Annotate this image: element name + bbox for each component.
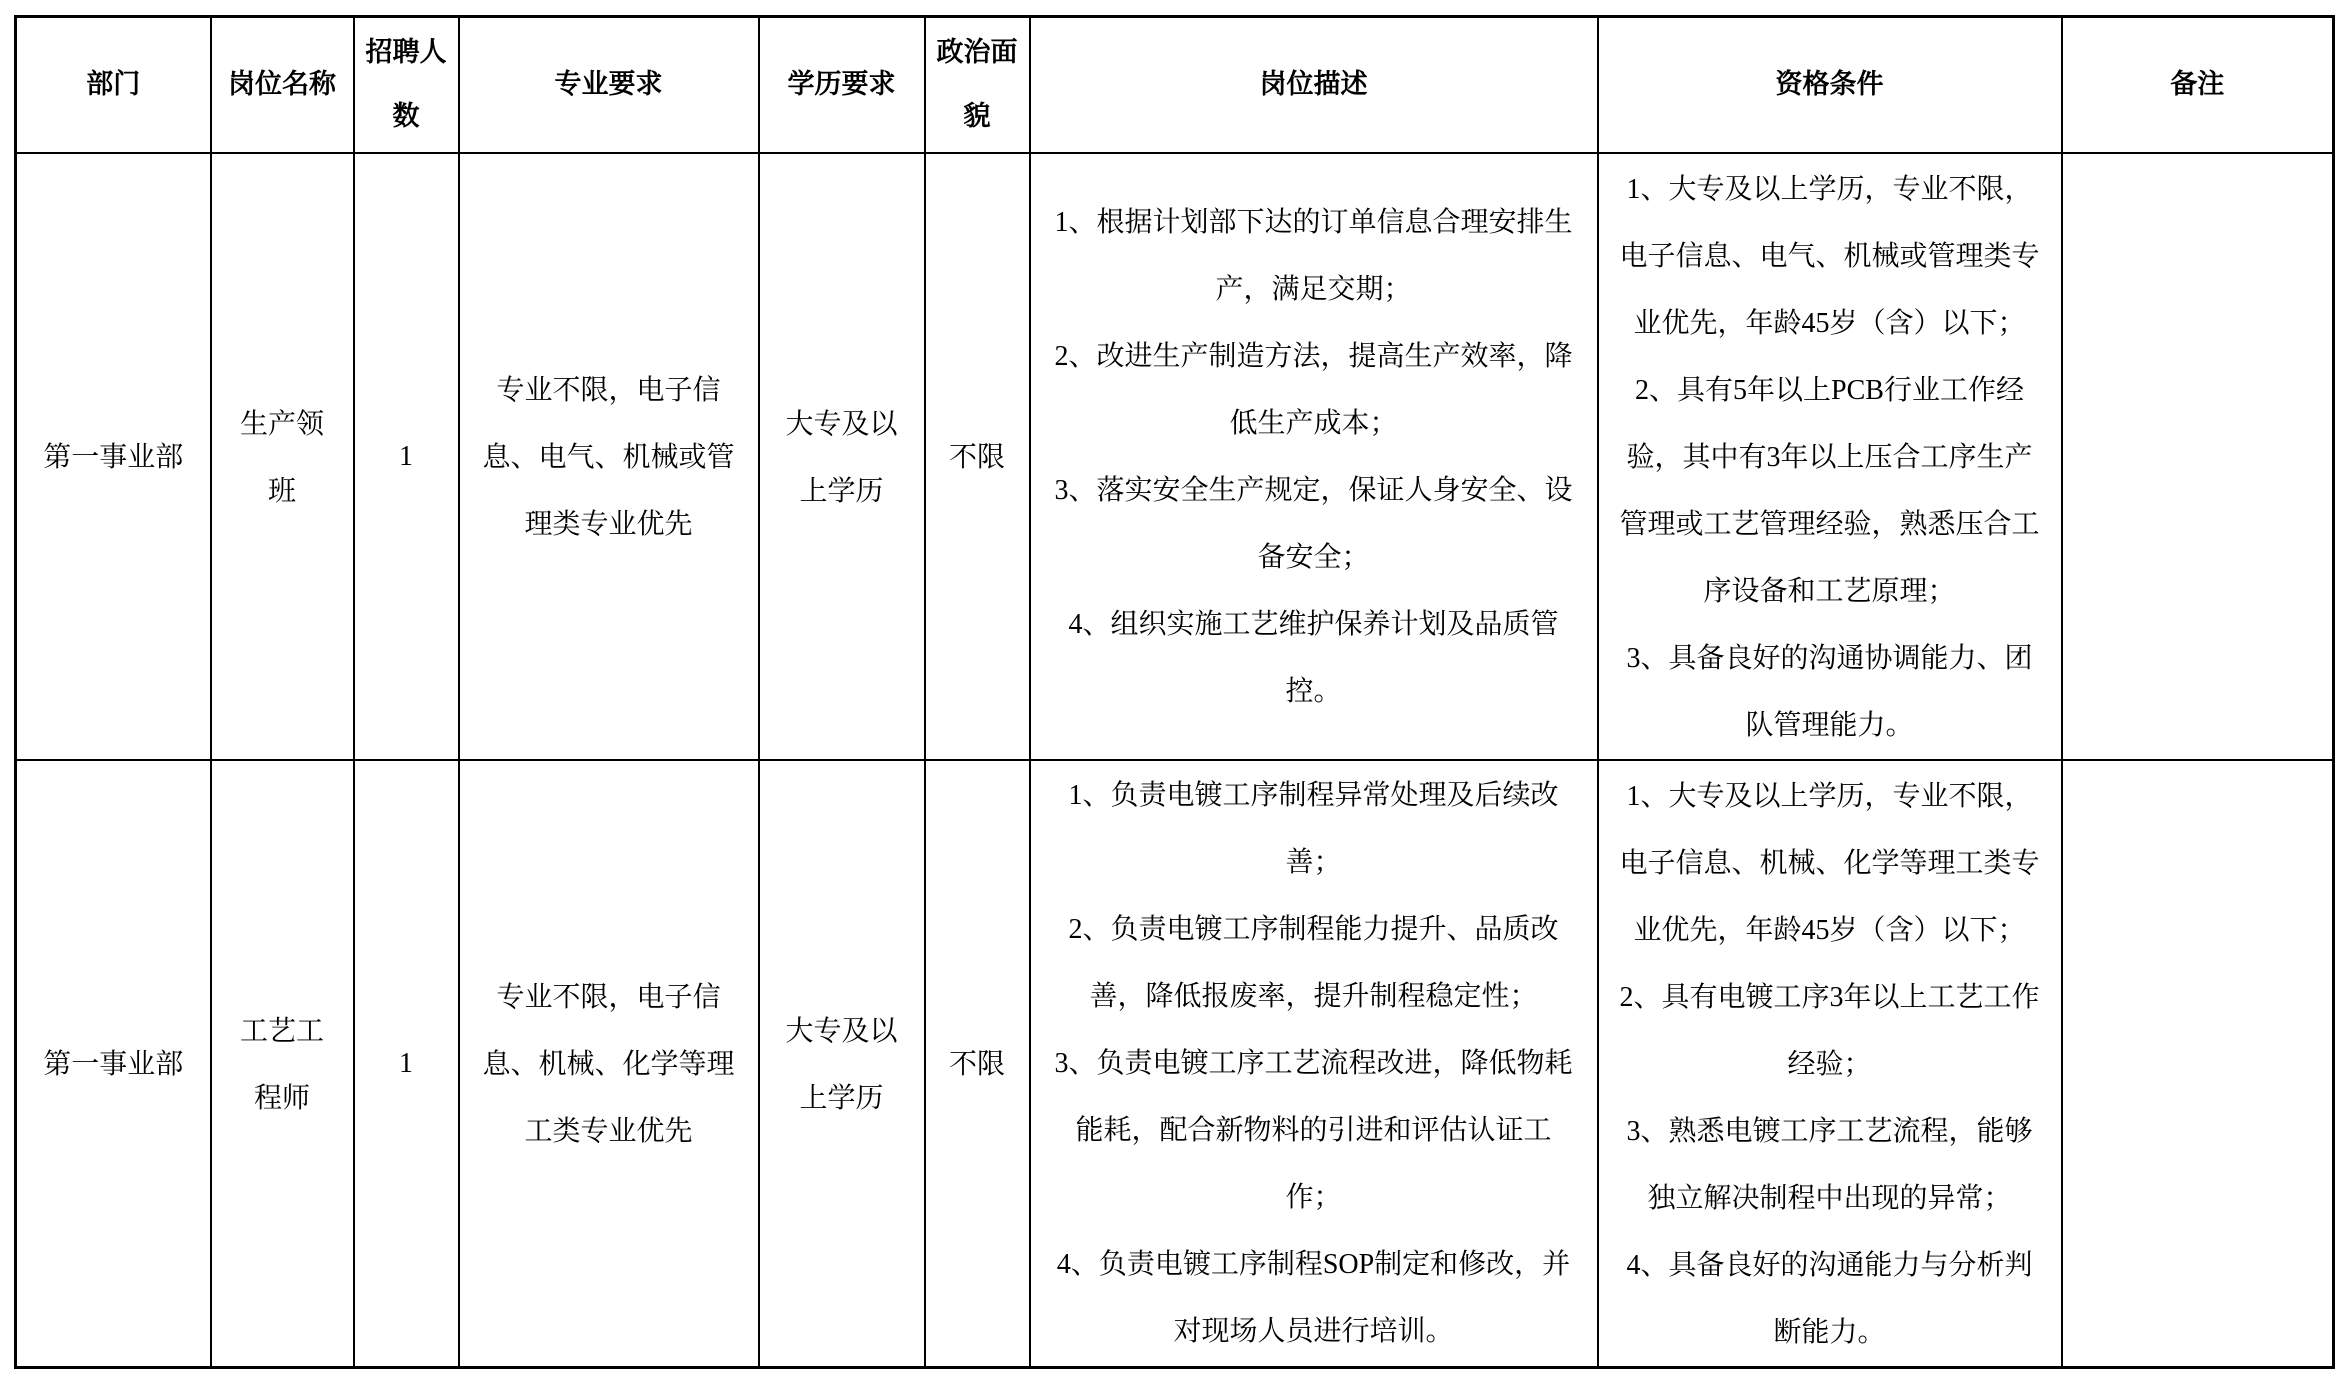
cell-description xyxy=(1030,153,1598,760)
description-item: 3、落实安全生产规定，保证人身安全、设备安全； xyxy=(1054,474,1573,573)
description-item: 1、根据计划部下达的订单信息合理安排生产，满足交期； xyxy=(1054,206,1573,305)
header-position: 岗位名称 xyxy=(211,17,354,154)
header-remarks: 备注 xyxy=(2062,17,2334,154)
cell-qualifications xyxy=(1598,760,2062,1368)
header-description: 岗位描述 xyxy=(1030,17,1598,154)
cell-description xyxy=(1030,760,1598,1368)
description-item: 3、负责电镀工序工艺流程改进，降低物耗能耗，配合新物料的引进和评估认证工作； xyxy=(1054,1048,1573,1213)
cell-political: 不限 xyxy=(925,760,1030,1368)
cell-headcount: 1 xyxy=(354,760,459,1368)
cell-position: 生产领班 xyxy=(211,153,354,760)
cell-remarks xyxy=(2062,760,2334,1368)
cell-political: 不限 xyxy=(925,153,1030,760)
description-item: 4、负责电镀工序制程SOP制定和修改，并对现场人员进行培训。 xyxy=(1056,1249,1571,1347)
header-row xyxy=(16,17,2334,154)
qualification-item: 4、具备良好的沟通能力与分析判断能力。 xyxy=(1626,1250,2033,1348)
qualification-item: 2、具有5年以上PCB行业工作经验，其中有3年以上压合工序生产管理或工艺管理经验，熟悉压合工序设备和工艺原理； xyxy=(1619,375,2040,607)
description-item: 2、负责电镀工序制程能力提升、品质改善，降低报废率，提升制程稳定性； xyxy=(1068,914,1559,1012)
header-major: 专业要求 xyxy=(459,17,759,154)
cell-remarks xyxy=(2062,153,2334,760)
table-row xyxy=(16,760,2334,1368)
cell-headcount: 1 xyxy=(354,153,459,760)
cell-department: 第一事业部 xyxy=(16,760,211,1368)
cell-education: 大专及以上学历 xyxy=(759,760,925,1368)
qualification-item: 3、具备良好的沟通协调能力、团队管理能力。 xyxy=(1626,643,2033,741)
qualification-item: 1、大专及以上学历，专业不限，电子信息、电气、机械或管理类专业优先，年龄45岁（含）以下； xyxy=(1619,174,2040,339)
qualification-item: 2、具有电镀工序3年以上工艺工作经验； xyxy=(1619,982,2040,1080)
description-item: 2、改进生产制造方法，提高生产效率，降低生产成本； xyxy=(1054,340,1573,439)
header-department: 部门 xyxy=(16,17,211,154)
cell-education: 大专及以上学历 xyxy=(759,153,925,760)
cell-department: 第一事业部 xyxy=(16,153,211,760)
cell-major: 专业不限，电子信息、电气、机械或管理类专业优先 xyxy=(459,153,759,760)
cell-position: 工艺工程师 xyxy=(211,760,354,1368)
qualification-item: 1、大专及以上学历，专业不限，电子信息、机械、化学等理工类专业优先，年龄45岁（含）以下； xyxy=(1619,781,2040,946)
table-row xyxy=(16,153,2334,760)
qualification-item: 3、熟悉电镀工序工艺流程，能够独立解决制程中出现的异常； xyxy=(1626,1116,2033,1214)
cell-major: 专业不限，电子信息、机械、化学等理工类专业优先 xyxy=(459,760,759,1368)
header-education: 学历要求 xyxy=(759,17,925,154)
cell-qualifications xyxy=(1598,153,2062,760)
description-item: 1、负责电镀工序制程异常处理及后续改善； xyxy=(1068,780,1559,878)
description-item: 4、组织实施工艺维护保养计划及品质管控。 xyxy=(1068,608,1559,707)
header-qualifications: 资格条件 xyxy=(1598,17,2062,154)
header-political: 政治面貌 xyxy=(925,17,1030,154)
header-headcount: 招聘人数 xyxy=(354,17,459,154)
recruitment-table xyxy=(14,15,2335,1369)
